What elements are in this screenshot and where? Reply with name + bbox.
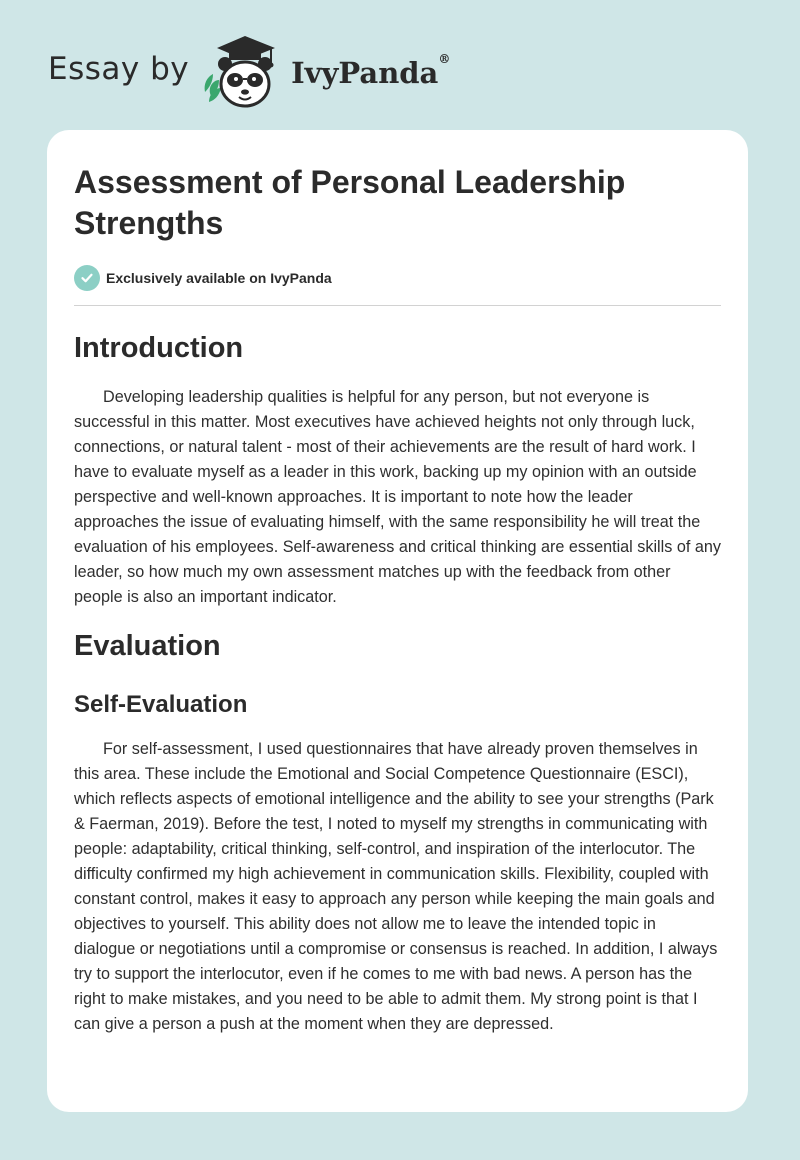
essay-card [47, 130, 748, 1112]
page-title: Assessment of Personal Leadership Strengths [74, 164, 626, 241]
check-circle-icon [74, 265, 100, 291]
panda-graduate-icon[interactable] [199, 34, 287, 110]
subsection-heading-self-evaluation: Self-Evaluation [74, 691, 248, 718]
introduction-paragraph: Developing leadership qualities is helpful for any person, but not everyone is successful in this matter. Most executives have achieved heights not only through luck, connections, or natural talent - most of their achievements are the result of hard work. I have to evaluate myself as a leader in this work, backing up my opinion with an outside perspective and well-known approaches. It is important to note how the leader approaches the issue of evaluating himself, with the same responsibility he will treat the evaluation of his employees. Self-awareness and critical thinking are essential skills of any leader, so how much my own assessment matches up with the feedback from other people is also an important indicator. [74, 388, 721, 606]
site-header [48, 34, 450, 110]
divider [74, 305, 721, 306]
badge-label: Exclusively available on IvyPanda [106, 270, 332, 286]
section-heading-introduction: Introduction [74, 332, 244, 364]
self-evaluation-paragraph: For self-assessment, I used questionnaires that have already proven themselves in this area. These include the Emotional and Social Competence Questionnaire (ESCI), which reflects aspects of emotional intelligence and the ability to see your strengths (Park & Faerman, 2019). Before the test, I noted to myself my strengths in communicating with people: adaptability, critical thinking, self-control, and inspiration of the interlocutor. The difficulty confirmed my high achievement in communication skills. Flexibility, coupled with constant control, makes it easy to approach any person while keeping the main goals and objectives to yourself. This ability does not allow me to leave the intended topic in dialogue or negotiations until a compromise or consensus is reached. In addition, I always try to support the interlocutor, even if he comes to me with bad news. A person has the right to make mistakes, and you need to be able to admit them. My strong point is that I can give a person a push at the moment when they are depressed. [74, 740, 718, 1033]
brand-name[interactable]: IvyPanda® [291, 52, 451, 90]
exclusive-badge [74, 264, 721, 292]
essay-by-label: Essay by [48, 51, 190, 87]
registered-mark: ® [438, 52, 451, 66]
section-heading-evaluation: Evaluation [74, 630, 221, 662]
